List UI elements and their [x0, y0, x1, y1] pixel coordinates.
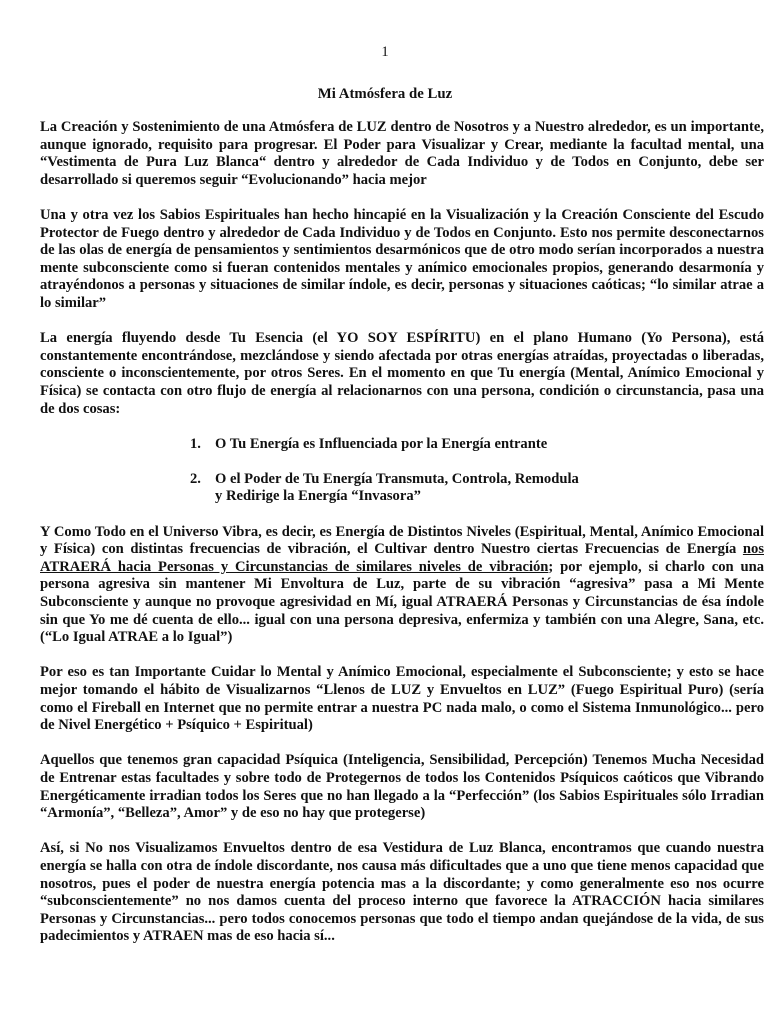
document-body — [40, 119, 764, 964]
list-item-number: 2. — [190, 470, 201, 487]
paragraph-6: Aquellos que tenemos gran capacidad Psíquica (Inteligencia, Sensibilidad, Percepción) Tenemos Mucha Necesidad de Entrenar estas facultades y sobre todo de Protegernos de todos los Contenidos Psíquicos caóticos que Vibrando Energéticamente irradian todos los Seres que no han llegado a la “Perfección” (los Sabios Espirituales sólo Irradian “Armonía”, “Belleza”, Amor” y de eso no hay que protegerse) — [40, 752, 764, 822]
paragraph-3: La energía fluyendo desde Tu Esencia (el YO SOY ESPÍRITU) en el plano Humano (Yo Persona), está constantemente encontrándose, mezclándose y siendo afectada por otras energías atraídas, proyectadas o liberadas, consciente o inconscientemente, por otros Seres. En el momento en que Tu energía (Mental, Anímico Emocional y Física) se contacta con otro flujo de energía al relacionarnos con una persona, condición o circunstancia, pasa una de dos cosas: — [40, 330, 764, 417]
paragraph-4-end: ; por ejemplo, si charlo con una persona agresiva sin mantener Mi Envoltura de Luz, parte de su vibración “agresiva” pasa a Mi Mente Subconsciente y aunque no provoque agresividad en Mí, igual ATRAERÁ Personas y Circunstancias de ésa índole sin que Yo me dé cuenta de ello... igual con una persona depresiva, enfermiza y también con una Alegre, Sana, etc. (“Lo Igual ATRAE a lo Igual”) — [40, 558, 764, 646]
paragraph-4-start: Y Como Todo en el Universo Vibra, es decir, es Energía de Distintos Niveles (Espiritual, Mental, Anímico Emocional y Física) con distintas frecuencias de vibración, el Cultivar dentro Nuestro ciertas Frecuencias de Energía — [40, 523, 764, 558]
paragraph-5: Por eso es tan Importante Cuidar lo Mental y Anímico Emocional, especialmente el Subconsciente; y esto se hace mejor tomando el hábito de Visualizarnos “Llenos de LUZ y Envueltos en LUZ” (Fuego Espiritual Puro) (sería como el Fireball en Internet que no permite entrar a nuestra PC nada malo, o como el Sistema Inmunológico... pero de Nivel Energético + Psíquico + Espiritual) — [40, 664, 764, 734]
paragraph-2: Una y otra vez los Sabios Espirituales han hecho hincapié en la Visualización y la Creación Consciente del Escudo Protector de Fuego dentro y alrededor de Cada Individuo y de Todos en Conjunto. Esto nos permite desconectarnos de las olas de energía de pensamientos y sentimientos desarmónicos que de otro modo serían incorporados a nuestra mente subconsciente como si fueran contenidos mentales y anímico emocionales propios, generando desarmonía y atrayéndonos a personas y situaciones de similar índole, es decir, personas y situaciones caóticas; “lo similar atrae a lo similar” — [40, 206, 764, 311]
list-item — [40, 471, 764, 506]
list-item-text: O el Poder de Tu Energía Transmuta, Controla, Remodula — [215, 470, 579, 487]
paragraph-7: Así, si No nos Visualizamos Envueltos dentro de esa Vestidura de Luz Blanca, encontramos que cuando nuestra energía se halla con otra de índole discordante, nos causa más dificultades que a uno que tiene menos capacidad que nosotros, pues el poder de nuestra energía potencia mas a la discordante; y como generalmente eso nos ocurre “subconscientemente” no nos damos cuenta del proceso interno que favorece la ATRACCIÓN hacia similares Personas y Circunstancias... pero todos conocemos personas que todo el tiempo andan quejándose de la vida, de sus padecimientos y ATRAEN mas de eso hacia sí... — [40, 840, 764, 945]
numbered-list — [40, 436, 764, 506]
page-number: 1 — [381, 44, 389, 60]
list-item-text-continued: y Redirige la Energía “Invasora” — [215, 488, 421, 505]
underlined-emphasis: nos ATRAERÁ hacia Personas y Circunstancias de similares niveles de vibración — [40, 541, 764, 575]
document-title: Mi Atmósfera de Luz — [317, 86, 453, 102]
list-item-number: 1. — [190, 435, 201, 452]
paragraph-1: La Creación y Sostenimiento de una Atmósfera de LUZ dentro de Nosotros y a Nuestro alrededor, es un importante, aunque ignorado, requisito para progresar. El Poder para Visualizar y Crear, mediante la facultad mental, una “Vestimenta de Pura Luz Blanca“ dentro y alrededor de Cada Individuo y de Todos en Conjunto, debe ser desarrollado si queremos seguir “Evolucionando” hacia mejor — [40, 119, 764, 188]
document-page — [40, 0, 764, 1024]
list-item — [40, 436, 764, 454]
paragraph-4 — [40, 524, 764, 647]
list-item-text: O Tu Energía es Influenciada por la Energía entrante — [215, 435, 548, 452]
